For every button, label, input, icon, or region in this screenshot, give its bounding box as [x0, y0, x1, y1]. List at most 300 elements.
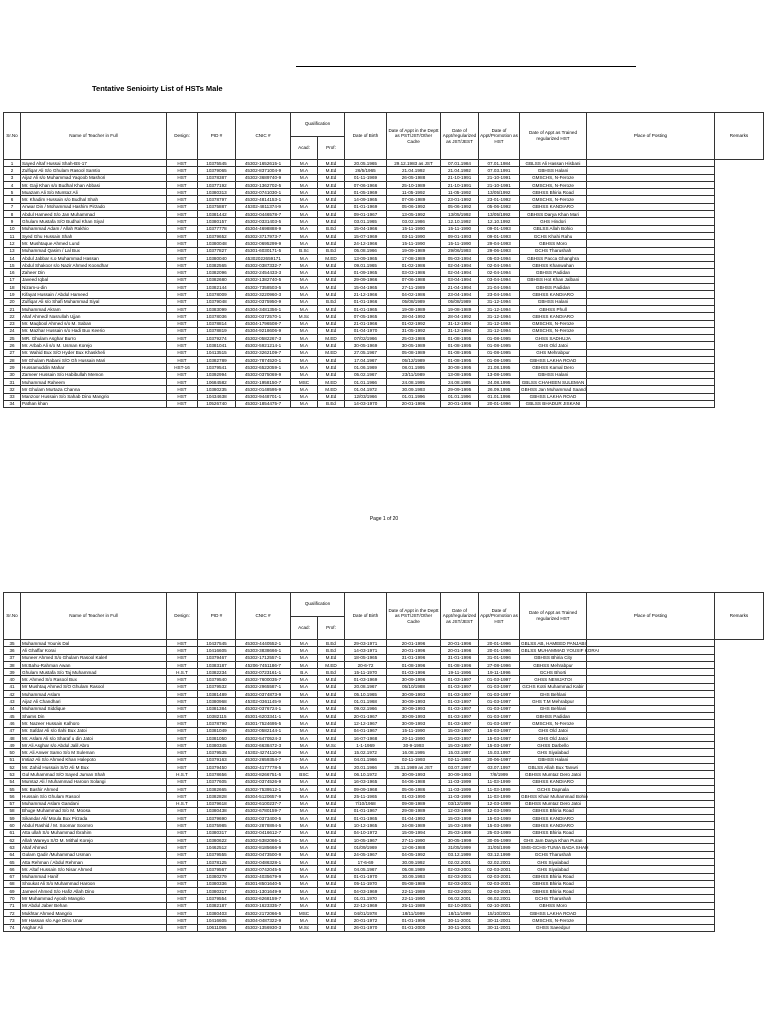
col-header-remarks: Remarks — [715, 593, 764, 640]
cell-prof-qualification: M.Ed — [318, 262, 345, 269]
cell-place-of-posting — [587, 924, 715, 931]
cell-regularized-date: 01-08-1995 — [441, 335, 479, 342]
cell-cnic: 45302-0741030-1 — [236, 189, 291, 196]
cell-designation: HST — [167, 298, 198, 305]
cell-prof-qualification: M.Ed — [318, 837, 345, 844]
cell-cnic: 45302-6522059-1 — [236, 364, 291, 371]
cell-date-of-birth: 04/01/1978 — [345, 909, 387, 916]
cell-place-of-posting — [587, 284, 715, 291]
cell-designation: HST — [167, 785, 198, 792]
cell-cnic: 45206-7451186-7 — [236, 661, 291, 668]
table-row — [4, 211, 764, 218]
cell-teacher-name: Nizam-u-din — [21, 284, 167, 291]
cell-trained-date: GBHSS Darya Khan Mari — [520, 211, 587, 218]
cell-appt-date: 11-05-1992 — [387, 189, 441, 196]
cell-teacher-name: Mr Muhammad Ayoob Mangrio — [21, 895, 167, 902]
table-row — [4, 851, 764, 858]
col-header-srno: Sr.No — [4, 113, 21, 160]
cell-date-of-birth: 01-11-1969 — [345, 174, 387, 181]
cell-trained-date: GBHSS Hot Khan Jalbani — [520, 276, 587, 283]
cell-date-of-birth: 04-03-1969 — [345, 888, 387, 895]
cell-cnic: 45302-0374526-9 — [236, 778, 291, 785]
cell-regularized-date: 25-03-1999 — [441, 829, 479, 836]
cell-srno: 72 — [4, 909, 21, 916]
cell-place-of-posting — [587, 902, 715, 909]
cell-teacher-name: Mr. Gaji Khan s/o Budhal Khan Abbasi — [21, 181, 167, 188]
cell-appt-date: 23/11/1989 — [387, 371, 441, 378]
cell-trained-date: GHSS Saeedpur — [520, 924, 587, 931]
cell-pid: 10378797 — [198, 196, 236, 203]
cell-prof-qualification: M.Ed — [318, 815, 345, 822]
seniority-table-page-1 — [3, 112, 764, 408]
cell-promotion-date: 31-12-1994 — [479, 327, 520, 334]
cell-designation: HST — [167, 181, 198, 188]
col-header-regularized: Date of Appt/regularized as JST/JEST — [441, 113, 479, 160]
cell-cnic: 45301-1301649-9 — [236, 888, 291, 895]
cell-srno: 52 — [4, 764, 21, 771]
cell-teacher-name: Javeed Iqbal — [21, 276, 167, 283]
cell-promotion-date: 15-03-1997 — [479, 727, 520, 734]
cell-regularized-date: 11-03-1999 — [441, 778, 479, 785]
cell-pid: 10382096 — [198, 269, 236, 276]
cell-promotion-date: 21-10-1991 — [479, 174, 520, 181]
cell-pid: 10378009 — [198, 291, 236, 298]
cell-prof-qualification: M.Ed — [318, 691, 345, 698]
cell-acad-qualification: M.A — [291, 298, 318, 305]
cell-regularized-date: 01-03-1997 — [441, 683, 479, 690]
cell-pid: 10382680 — [198, 276, 236, 283]
cell-cnic: 45302-1362702-5 — [236, 181, 291, 188]
cell-regularized-date: 07.01.1984 — [441, 160, 479, 167]
cell-prof-qualification: M.Ed — [318, 313, 345, 320]
cell-teacher-name: Mr. Khadim Hussain s/o Budhal Shah — [21, 196, 167, 203]
cell-teacher-name: Sikandar Ali/ Moula Bux Pirzada — [21, 815, 167, 822]
cell-promotion-date: 05-06-1992 — [479, 203, 520, 210]
cell-appt-date: 28-04-1992 — [387, 313, 441, 320]
cell-pid: 10416605 — [198, 647, 236, 654]
cell-place-of-posting — [587, 727, 715, 734]
cell-prof-qualification: B.Ed — [318, 640, 345, 647]
cell-appt-date: 30.09.1993 — [387, 873, 441, 880]
cell-regularized-date: 02.02.2001 — [441, 858, 479, 865]
cell-promotion-date: 31-12-1994 — [479, 298, 520, 305]
cell-pid: 10379065 — [198, 167, 236, 174]
cell-teacher-name: Kifayat Hussain / Abdul Hameed — [21, 291, 167, 298]
cell-prof-qualification: M.Ed — [318, 807, 345, 814]
cell-acad-qualification: M.A — [291, 371, 318, 378]
cell-place-of-posting — [587, 873, 715, 880]
cell-promotion-date: 23-01-1992 — [479, 196, 520, 203]
table-row — [4, 756, 764, 763]
cell-prof-qualification: M.ED — [318, 378, 345, 385]
table-row — [4, 269, 764, 276]
cell-date-of-birth: 01-01-1967 — [345, 807, 387, 814]
cell-srno: 14 — [4, 254, 21, 261]
cell-teacher-name: Pathan khan — [21, 400, 167, 407]
cell-trained-date: GBHSS Padidan — [520, 712, 587, 719]
cell-appt-date: 05/08/1989 — [387, 298, 441, 305]
col-header-promotion: Date of Appt/Promotion as HST — [479, 593, 520, 640]
table-row — [4, 742, 764, 749]
cell-cnic: 45302-5382066-1 — [236, 837, 291, 844]
cell-date-of-birth: 15-07-1969 — [345, 232, 387, 239]
cell-trained-date: GHS Hindori — [520, 218, 587, 225]
cell-prof-qualification: M.Ed — [318, 771, 345, 778]
cell-regularized-date: 01-03-1997 — [441, 712, 479, 719]
cell-cnic: 45302-3220960-3 — [236, 291, 291, 298]
cell-place-of-posting — [587, 160, 715, 167]
cell-promotion-date: 11-03-1999 — [479, 778, 520, 785]
cell-pid: 10381041 — [198, 342, 236, 349]
cell-promotion-date: 02-10-2001 — [479, 902, 520, 909]
cell-date-of-birth: 12/03/1966 — [345, 393, 387, 400]
table-row — [4, 822, 764, 829]
cell-cnic: 45302-3262109-7 — [236, 349, 291, 356]
cell-regularized-date: 13/05/1992 — [441, 211, 479, 218]
cell-appt-date: 22-11-1989 — [387, 888, 441, 895]
cell-date-of-birth: 01-01-1965 — [345, 815, 387, 822]
cell-teacher-name: Ghulam Mustafa S/O Budhal Khan Siyal — [21, 218, 167, 225]
table-row — [4, 661, 764, 668]
cell-prof-qualification: M.Ed — [318, 174, 345, 181]
cell-place-of-posting — [587, 305, 715, 312]
cell-date-of-birth: 01.01.1968 — [345, 698, 387, 705]
cell-pid: 10379163 — [198, 756, 236, 763]
cell-designation: HST — [167, 189, 198, 196]
cell-teacher-name: Gul Muhammad S/O Sayed Juman Shah — [21, 771, 167, 778]
cell-acad-qualification: M.A — [291, 291, 318, 298]
cell-prof-qualification: M.Ed — [318, 291, 345, 298]
cell-cnic: 45302-6638472-3 — [236, 742, 291, 749]
cell-srno: 58 — [4, 807, 21, 814]
cell-srno: 64 — [4, 851, 21, 858]
cell-prof-qualification: M.Ed — [318, 240, 345, 247]
cell-acad-qualification: MSC — [291, 378, 318, 385]
cell-date-of-birth: 01.01.1966 — [345, 378, 387, 385]
cell-pid: 10380336 — [198, 880, 236, 887]
cell-srno: 62 — [4, 837, 21, 844]
cell-cnic: 45302-5921214-1 — [236, 342, 291, 349]
cell-cnic: 45302-0582144-1 — [236, 727, 291, 734]
cell-teacher-name: Mr Abdul Jaber Behan — [21, 902, 167, 909]
cell-trained-date: GHS Siyalabad — [520, 866, 587, 873]
cell-srno: 13 — [4, 247, 21, 254]
cell-trained-date: GHS Old Jatoi — [520, 342, 587, 349]
cell-place-of-posting — [587, 691, 715, 698]
cell-acad-qualification: MSC — [291, 909, 318, 916]
cell-regularized-date: 05-06-1992 — [441, 203, 479, 210]
cell-prof-qualification: M.Ed — [318, 698, 345, 705]
cell-appt-date: 08.01.1995 — [387, 364, 441, 371]
cell-date-of-birth: 20-01-1967 — [345, 712, 387, 719]
cell-regularized-date: 23-01-1992 — [441, 196, 479, 203]
cell-trained-date: GBHSS Halani — [520, 371, 587, 378]
cell-trained-date: GCHS Bhorti — [520, 669, 587, 676]
cell-teacher-name: Muhammad Qasim / Lal Bux — [21, 247, 167, 254]
cell-date-of-birth: 15.02.1972 — [345, 749, 387, 756]
cell-appt-date: 12-06-1988 — [387, 844, 441, 851]
table-row — [4, 371, 764, 378]
cell-place-of-posting — [587, 858, 715, 865]
cell-prof-qualification: M.Ed — [318, 203, 345, 210]
cell-place-of-posting — [587, 240, 715, 247]
cell-date-of-birth: 7/10/1968 — [345, 800, 387, 807]
cell-appt-date: 15-11-1990 — [387, 727, 441, 734]
cell-pid: 10392994 — [198, 371, 236, 378]
cell-date-of-birth: 04.05.1967 — [345, 866, 387, 873]
cell-cnic: 45302-6100237-7 — [236, 800, 291, 807]
cell-place-of-posting — [587, 291, 715, 298]
cell-trained-date: GBHSS Padidan — [520, 269, 587, 276]
cell-designation: HST — [167, 880, 198, 887]
cell-promotion-date: 09-01-1993 — [479, 232, 520, 239]
cell-regularized-date: 15-11-1990 — [441, 240, 479, 247]
cell-promotion-date: 01-08-1995 — [479, 342, 520, 349]
cell-promotion-date: 02-04-1994 — [479, 262, 520, 269]
cell-date-of-birth: 20-01-1972 — [345, 917, 387, 924]
cell-date-of-birth: 13-09-1965 — [345, 254, 387, 261]
table-row — [4, 771, 764, 778]
cell-srno: 44 — [4, 705, 21, 712]
cell-acad-qualification: M.A — [291, 807, 318, 814]
cell-srno: 63 — [4, 844, 21, 851]
cell-acad-qualification: M.A — [291, 305, 318, 312]
cell-pid: 10380968 — [198, 698, 236, 705]
cell-cnic: 45301-6030171-5 — [236, 247, 291, 254]
cell-appt-date: 25-11-1989 — [387, 902, 441, 909]
table-row — [4, 895, 764, 902]
cell-designation: HST — [167, 291, 198, 298]
cell-trained-date: GBHSS Bhiria Road — [520, 888, 587, 895]
cell-designation: HST — [167, 829, 198, 836]
table-row — [4, 720, 764, 727]
cell-promotion-date: 29-04-1993 — [479, 240, 520, 247]
cell-prof-qualification: B.Ed — [318, 298, 345, 305]
cell-appt-date: 30.09.1992 — [387, 858, 441, 865]
table-row — [4, 734, 764, 741]
cell-designation: HST — [167, 691, 198, 698]
cell-teacher-name: MR. Ghulam Asghar Burro — [21, 335, 167, 342]
cell-regularized-date: 29-09-1995 — [441, 386, 479, 393]
cell-pid: 10381489 — [198, 691, 236, 698]
cell-acad-qualification: M.A — [291, 284, 318, 291]
cell-place-of-posting — [587, 822, 715, 829]
cell-regularized-date: 01-08-1995 — [441, 342, 479, 349]
cell-date-of-birth: 04-01-1967 — [345, 727, 387, 734]
cell-designation: HST — [167, 647, 198, 654]
cell-prof-qualification: M.Ed — [318, 727, 345, 734]
cell-promotion-date: 20-01-1996 — [479, 400, 520, 407]
table-row — [4, 349, 764, 356]
cell-pid: 10380438 — [198, 807, 236, 814]
cell-teacher-name: Mr. Mazhar Hussain s/o Hadi Bux Keerio — [21, 327, 167, 334]
cell-promotion-date: 12-03-1999 — [479, 800, 520, 807]
cell-prof-qualification: M.Ed — [318, 181, 345, 188]
cell-designation: HST — [167, 254, 198, 261]
table-row — [4, 837, 764, 844]
cell-acad-qualification: M.A — [291, 661, 318, 668]
cell-promotion-date: 12-03-1999 — [479, 807, 520, 814]
cell-pid: 10377605 — [198, 778, 236, 785]
cell-prof-qualification: M.Ed — [318, 866, 345, 873]
cell-place-of-posting — [587, 764, 715, 771]
cell-cnic: 45302-4274110-9 — [236, 749, 291, 756]
cell-cnic: 45302-4811374-9 — [236, 203, 291, 210]
cell-date-of-birth: 01.06.1969 — [345, 364, 387, 371]
cell-designation: HST — [167, 909, 198, 916]
cell-acad-qualification: M.A — [291, 357, 318, 364]
cell-prof-qualification: M.ED — [318, 254, 345, 261]
table-row — [4, 196, 764, 203]
cell-pid: 10377192 — [198, 181, 236, 188]
cell-appt-date: 01-03-1996 — [387, 669, 441, 676]
cell-acad-qualification: M.A — [291, 349, 318, 356]
cell-cnic: 45302-0695299-9 — [236, 240, 291, 247]
cell-trained-date: GHS T.M Mehrabpur — [520, 698, 587, 705]
cell-cnic: 45304-9218606-9 — [236, 327, 291, 334]
cell-place-of-posting — [587, 742, 715, 749]
cell-promotion-date: 15-03-1999 — [479, 822, 520, 829]
cell-place-of-posting — [587, 167, 715, 174]
cell-prof-qualification: M.Ed — [318, 327, 345, 334]
cell-regularized-date: 01-03-1997 — [441, 720, 479, 727]
cell-trained-date: GBHSS Pacca Ghanghra — [520, 254, 587, 261]
cell-trained-date: GBLSS Ali Hassan Hisbani — [520, 160, 587, 167]
cell-appt-date: 03.02.1986 — [387, 218, 441, 225]
cell-prof-qualification: B.Ed — [318, 647, 345, 654]
table-row — [4, 705, 764, 712]
cell-pid: 10378814 — [198, 320, 236, 327]
cell-place-of-posting — [587, 661, 715, 668]
cell-pid: 10379555 — [198, 851, 236, 858]
cell-prof-qualification: M.Ed — [318, 232, 345, 239]
cell-appt-date: 07-06-1988 — [387, 276, 441, 283]
cell-promotion-date: 7/8/1999 — [479, 771, 520, 778]
cell-place-of-posting — [587, 335, 715, 342]
table-row — [4, 400, 764, 407]
cell-acad-qualification: M.A — [291, 342, 318, 349]
cell-srno: 50 — [4, 749, 21, 756]
cell-acad-qualification: M.A — [291, 844, 318, 851]
cell-acad-qualification: M.A — [291, 320, 318, 327]
cell-cnic: 45302-2878894-5 — [236, 822, 291, 829]
cell-cnic: 45302-1712557-1 — [236, 654, 291, 661]
cell-promotion-date: 07.01.1984 — [479, 160, 520, 167]
cell-place-of-posting — [587, 683, 715, 690]
table-row — [4, 327, 764, 334]
cell-cnic: 45302-6780159-7 — [236, 807, 291, 814]
cell-place-of-posting — [587, 378, 715, 385]
cell-regularized-date: 19-11-1996 — [441, 669, 479, 676]
cell-trained-date: GHS Old Jatoi — [520, 734, 587, 741]
cell-appt-date: 19-09-1989 — [387, 247, 441, 254]
cell-pid: 10379274 — [198, 335, 236, 342]
cell-pid: 10379567 — [198, 866, 236, 873]
cell-acad-qualification: M.A — [291, 654, 318, 661]
cell-date-of-birth: 01-01-1965 — [345, 305, 387, 312]
cell-regularized-date: 20-01-1996 — [441, 640, 479, 647]
cell-srno: 5 — [4, 189, 21, 196]
table-row — [4, 291, 764, 298]
cell-designation: HST — [167, 720, 198, 727]
cell-cnic: 45302-0375950-9 — [236, 298, 291, 305]
cell-place-of-posting — [587, 698, 715, 705]
cell-teacher-name: Altaf Ahmed — [21, 844, 167, 851]
cell-place-of-posting — [587, 327, 715, 334]
cell-trained-date: GHS Old Jatoi — [520, 727, 587, 734]
cell-srno: 56 — [4, 793, 21, 800]
table-body-page-2 — [4, 640, 764, 932]
table-row — [4, 917, 764, 924]
cell-trained-date: GMSCHS, N-Feroze — [520, 181, 587, 188]
cell-appt-date: 24.08.1995 — [387, 378, 441, 385]
cell-trained-date: GHS Jam Darya Khan Puran — [520, 837, 587, 844]
cell-acad-qualification: M.A — [291, 705, 318, 712]
cell-trained-date: GBHSS LAKHA ROAD — [520, 393, 587, 400]
cell-srno: 10 — [4, 225, 21, 232]
cell-appt-date: 01-08-1996 — [387, 661, 441, 668]
cell-prof-qualification: M.Ed — [318, 160, 345, 167]
cell-promotion-date: 02.02.2001 — [479, 858, 520, 865]
cell-appt-date: 25.11.1989 as JST — [387, 764, 441, 771]
cell-prof-qualification: M.Ed — [318, 749, 345, 756]
table-row — [4, 313, 764, 320]
cell-teacher-name: Mumtaz Ali / Muhammad Haroon Solangi — [21, 778, 167, 785]
cell-trained-date: GBHSS Phull — [520, 305, 587, 312]
cell-trained-date: GBHSS Jan Muhammad Saand — [521, 386, 586, 392]
cell-teacher-name: Gulam Qadir /Muhammad Usman — [21, 851, 167, 858]
cell-acad-qualification: M.A — [291, 866, 318, 873]
cell-promotion-date: 15-03-1997 — [479, 734, 520, 741]
cell-cnic: 45302-0376724-1 — [236, 705, 291, 712]
cell-srno: 39 — [4, 669, 21, 676]
table-row — [4, 203, 764, 210]
cell-designation: HST — [167, 640, 198, 647]
cell-cnic: 45304-0487322-9 — [236, 917, 291, 924]
cell-cnic: 45302022659171 — [236, 254, 291, 261]
cell-srno: 8 — [4, 211, 21, 218]
cell-regularized-date: 18/11/1999 — [441, 909, 479, 916]
cell-prof-qualification: M.Ed — [318, 320, 345, 327]
cell-date-of-birth: 14-09-1965 — [345, 196, 387, 203]
cell-pid: 10382144 — [198, 284, 236, 291]
cell-prof-qualification: M.Ed — [318, 785, 345, 792]
cell-cnic: 45304-5120657-9 — [236, 793, 291, 800]
cell-appt-date: 27-11-1990 — [387, 837, 441, 844]
cell-designation: HST — [167, 917, 198, 924]
cell-pid: 10375545 — [198, 160, 236, 167]
cell-acad-qualification: M.A — [291, 364, 318, 371]
cell-appt-date: 03-03-1986 — [387, 269, 441, 276]
cell-pid: 10379541 — [198, 364, 236, 371]
cell-srno: 20 — [4, 298, 21, 305]
cell-cnic: 45302-7600035-7 — [236, 676, 291, 683]
cell-acad-qualification: M.A — [291, 240, 318, 247]
cell-trained-date: GBLSS CHAHEEN SULEMAN — [520, 378, 587, 385]
cell-prof-qualification: M.Ed — [318, 364, 345, 371]
cell-date-of-birth: 01-05-1969 — [345, 189, 387, 196]
cell-designation: H.S.T — [167, 800, 198, 807]
col-header-design: Design: — [167, 113, 198, 160]
col-header-pid: PID # — [198, 113, 236, 160]
cell-promotion-date: 01-08-1995 — [479, 357, 520, 364]
cell-promotion-date: 21.08.1995 — [479, 364, 520, 371]
cell-acad-qualification: M.A — [291, 917, 318, 924]
cell-srno: 66 — [4, 866, 21, 873]
col-header-cnic: CNIC # — [236, 593, 291, 640]
cell-regularized-date: 03.12.1999 — [441, 851, 479, 858]
table-row — [4, 189, 764, 196]
